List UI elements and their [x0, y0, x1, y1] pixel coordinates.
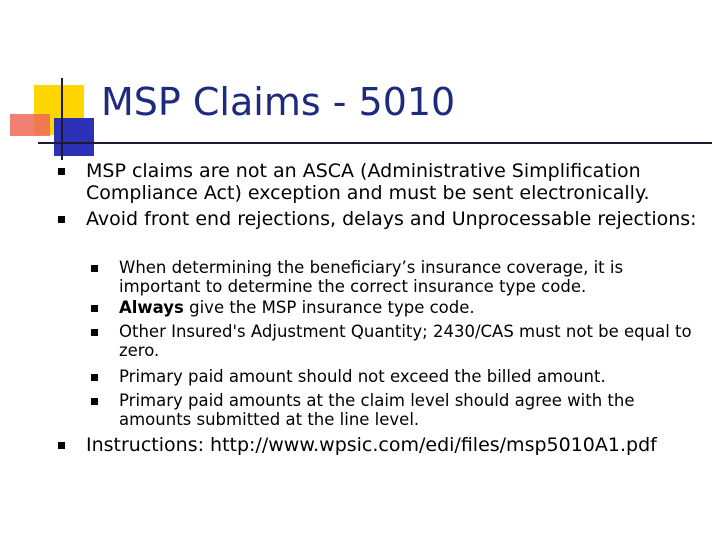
bullet-item	[86, 160, 706, 204]
bullet-square-icon	[58, 216, 65, 223]
bullet-item	[86, 208, 706, 230]
decor-red-square	[10, 114, 50, 136]
bullet-square-icon	[58, 442, 65, 449]
bullet-text: Avoid front end rejections, delays and Unprocessable rejections:	[86, 208, 697, 230]
sub-bullet-bold-text: Always	[119, 298, 184, 317]
sub-bullet-text: give the MSP insurance type code.	[183, 298, 475, 317]
bullet-item	[86, 434, 706, 456]
decor-blue-square	[54, 118, 94, 156]
bullet-square-icon	[91, 398, 98, 405]
sub-bullet-item	[119, 367, 699, 386]
title-divider	[38, 142, 712, 144]
bullet-square-icon	[91, 329, 98, 336]
sub-bullet-text: Primary paid amounts at the claim level should agree with the amounts submitted at the line level.	[119, 391, 635, 429]
sub-bullet-text: Other Insured's Adjustment Quantity; 2430/CAS must not be equal to zero.	[119, 322, 692, 360]
bullet-square-icon	[91, 374, 98, 381]
bullet-square-icon	[91, 305, 98, 312]
bullet-square-icon	[91, 265, 98, 272]
bullet-text: MSP claims are not an ASCA (Administrative Simplification Compliance Act) exception and must be sent electronically.	[86, 160, 650, 204]
bullet-square-icon	[58, 168, 65, 175]
sub-bullet-item	[119, 391, 699, 429]
sub-bullet-item	[119, 298, 699, 317]
instructions-link[interactable]: Instructions: http://www.wpsic.com/edi/files/msp5010A1.pdf	[86, 434, 657, 456]
sub-bullet-item	[119, 322, 699, 360]
sub-bullet-text: When determining the beneficiary’s insurance coverage, it is important to determine the correct insurance type code.	[119, 258, 624, 296]
sub-bullet-item	[119, 258, 699, 296]
decor-vertical-line	[61, 78, 63, 160]
slide-title: MSP Claims - 5010	[101, 80, 456, 124]
sub-bullet-text: Primary paid amount should not exceed the billed amount.	[119, 367, 606, 386]
